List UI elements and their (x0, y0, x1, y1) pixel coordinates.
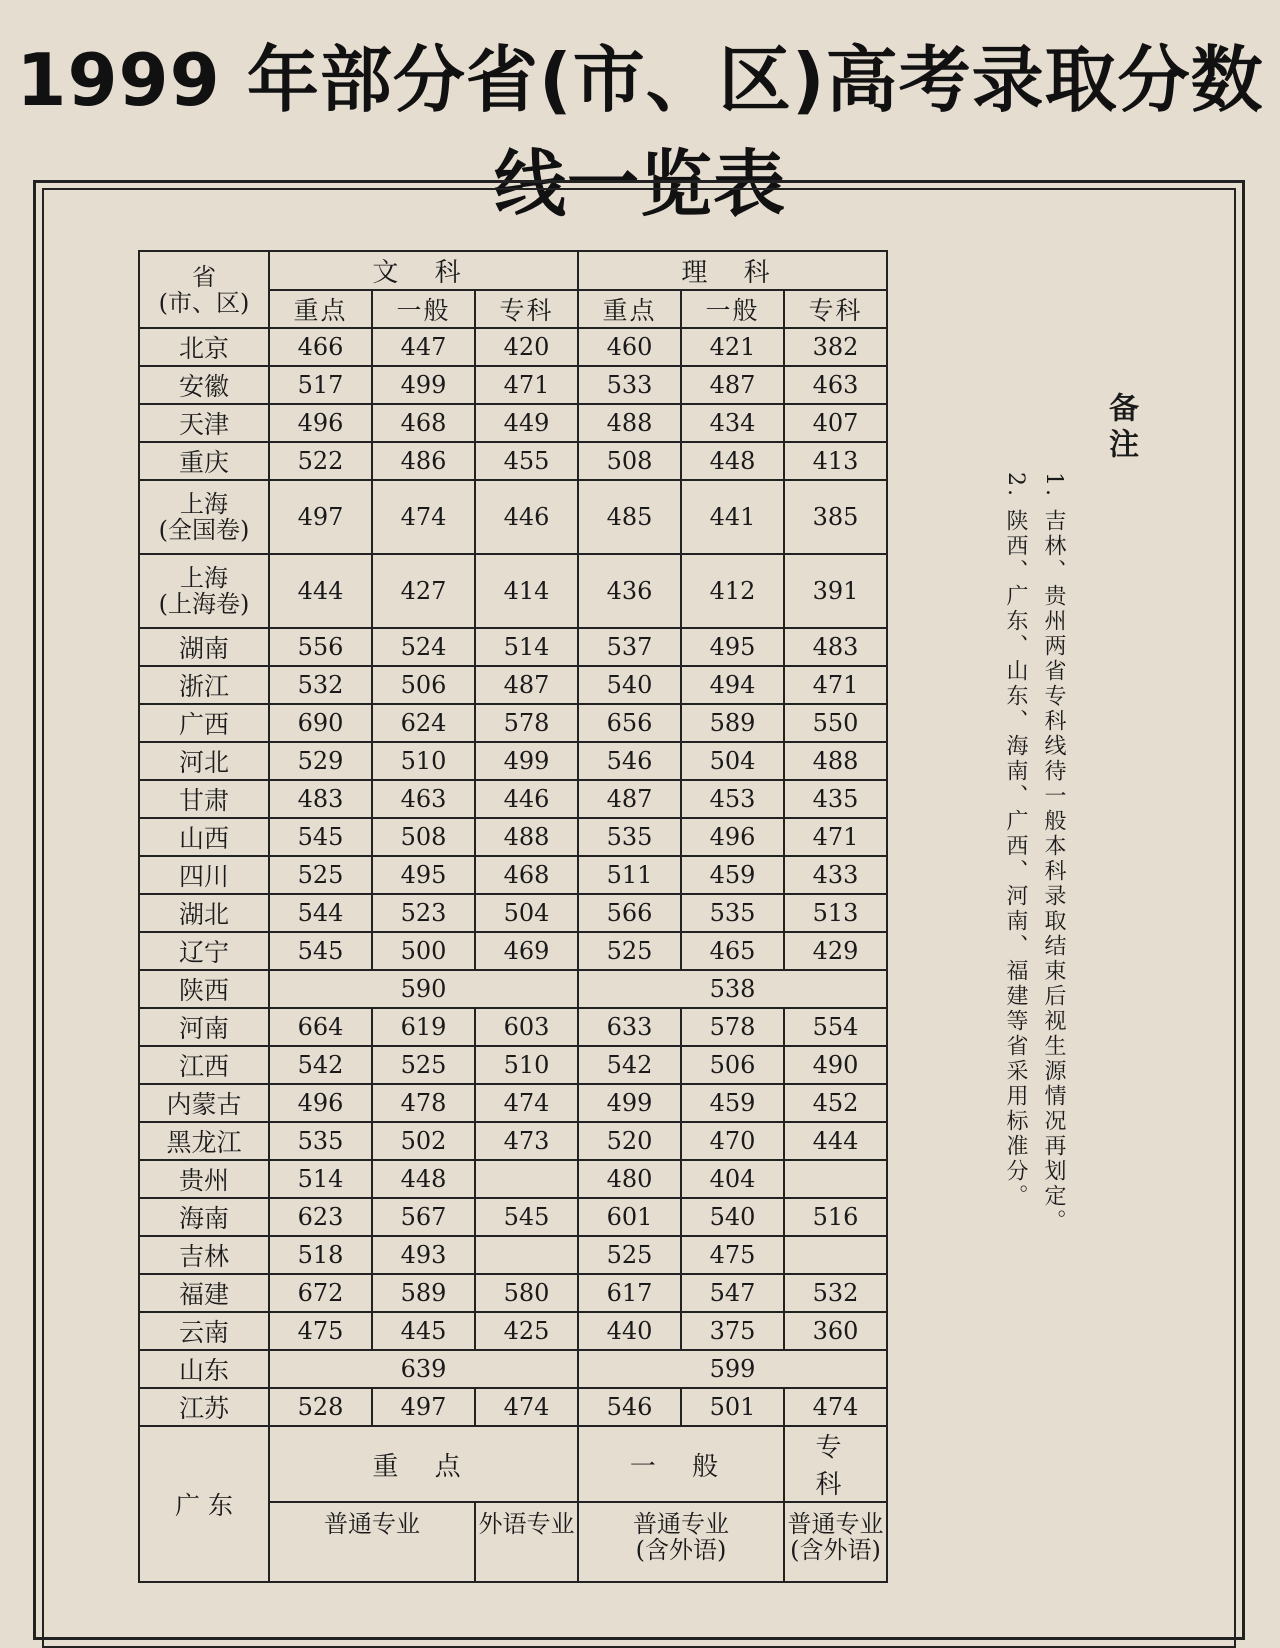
score-cell: 446 (475, 780, 578, 818)
province-name: 吉林 (139, 1236, 269, 1274)
score-cell: 554 (784, 1008, 887, 1046)
score-cell: 471 (784, 818, 887, 856)
subheader-cell: 重点 (269, 290, 372, 328)
score-cell: 459 (681, 1084, 784, 1122)
score-cell: 547 (681, 1274, 784, 1312)
table-row (139, 1312, 887, 1350)
score-cell: 473 (475, 1122, 578, 1160)
score-cell: 441 (681, 480, 784, 554)
score-cell: 445 (372, 1312, 475, 1350)
score-cell: 420 (475, 328, 578, 366)
guangdong-subheader: 普通专业 (含外语) (784, 1502, 887, 1582)
score-cell: 478 (372, 1084, 475, 1122)
score-cell: 440 (578, 1312, 681, 1350)
score-cell: 468 (475, 856, 578, 894)
score-cell: 427 (372, 554, 475, 628)
score-cell: 459 (681, 856, 784, 894)
province-name: 云南 (139, 1312, 269, 1350)
province-name: 贵州 (139, 1160, 269, 1198)
score-cell (784, 1160, 887, 1198)
score-cell: 360 (784, 1312, 887, 1350)
score-cell: 542 (269, 1046, 372, 1084)
score-cell: 496 (269, 404, 372, 442)
score-cell: 435 (784, 780, 887, 818)
score-cell: 404 (681, 1160, 784, 1198)
score-cell: 617 (578, 1274, 681, 1312)
score-cell: 516 (784, 1198, 887, 1236)
score-cell: 391 (784, 554, 887, 628)
table-row (139, 554, 887, 628)
guangdong-subheader: 普通专业 (269, 1502, 475, 1582)
province-name: 上海 (全国卷) (139, 480, 269, 554)
score-cell: 506 (681, 1046, 784, 1084)
table-row (139, 1350, 887, 1388)
score-cell: 566 (578, 894, 681, 932)
score-cell: 514 (269, 1160, 372, 1198)
score-cell: 487 (578, 780, 681, 818)
table-row (139, 1274, 887, 1312)
score-cell (475, 1160, 578, 1198)
score-cell: 475 (681, 1236, 784, 1274)
score-cell: 499 (578, 1084, 681, 1122)
guangdong-group: 一 般 (578, 1426, 784, 1502)
score-cell: 589 (681, 704, 784, 742)
score-cell: 494 (681, 666, 784, 704)
score-cell: 510 (372, 742, 475, 780)
score-cell: 535 (681, 894, 784, 932)
score-cell: 506 (372, 666, 475, 704)
score-cell: 496 (269, 1084, 372, 1122)
score-cell: 497 (269, 480, 372, 554)
note-item-1: 1. 吉林、贵州两省专科线待一般本科录取结束后视生源情况再划定。 (1041, 472, 1066, 1234)
score-cell: 546 (578, 1388, 681, 1426)
table-row (139, 366, 887, 404)
score-cell: 510 (475, 1046, 578, 1084)
score-cell: 421 (681, 328, 784, 366)
subheader-cell: 专科 (475, 290, 578, 328)
score-cell: 382 (784, 328, 887, 366)
score-cell: 578 (475, 704, 578, 742)
province-name: 北京 (139, 328, 269, 366)
province-name: 陕西 (139, 970, 269, 1008)
score-cell: 525 (578, 1236, 681, 1274)
score-cell: 487 (681, 366, 784, 404)
score-cell: 414 (475, 554, 578, 628)
score-cell: 546 (578, 742, 681, 780)
score-cell: 513 (784, 894, 887, 932)
province-name: 山东 (139, 1350, 269, 1388)
guangdong-group: 重 点 (269, 1426, 578, 1502)
province-name: 重庆 (139, 442, 269, 480)
score-cell: 465 (681, 932, 784, 970)
score-cell: 488 (475, 818, 578, 856)
score-cell: 504 (475, 894, 578, 932)
score-cell: 453 (681, 780, 784, 818)
score-cell: 544 (269, 894, 372, 932)
score-cell: 413 (784, 442, 887, 480)
score-cell: 475 (269, 1312, 372, 1350)
guangdong-subheader: 普通专业 (含外语) (578, 1502, 784, 1582)
province-name: 天津 (139, 404, 269, 442)
score-cell: 542 (578, 1046, 681, 1084)
table-row (139, 1122, 887, 1160)
subheader-cell: 专科 (784, 290, 887, 328)
score-cell: 533 (578, 366, 681, 404)
province-name: 河北 (139, 742, 269, 780)
subheader-cell: 重点 (578, 290, 681, 328)
score-cell: 545 (269, 818, 372, 856)
score-cell: 490 (784, 1046, 887, 1084)
province-name: 福建 (139, 1274, 269, 1312)
table-row (139, 780, 887, 818)
score-cell: 433 (784, 856, 887, 894)
score-cell: 488 (784, 742, 887, 780)
score-cell: 466 (269, 328, 372, 366)
province-name: 湖南 (139, 628, 269, 666)
score-table (138, 250, 888, 1583)
province-name: 河南 (139, 1008, 269, 1046)
score-cell: 499 (372, 366, 475, 404)
score-cell: 532 (269, 666, 372, 704)
score-cell: 468 (372, 404, 475, 442)
score-cell: 448 (681, 442, 784, 480)
score-cell: 525 (269, 856, 372, 894)
score-cell: 474 (475, 1084, 578, 1122)
subheader-cell: 一般 (372, 290, 475, 328)
table-row (139, 404, 887, 442)
score-cell: 493 (372, 1236, 475, 1274)
score-cell: 580 (475, 1274, 578, 1312)
score-cell (784, 1236, 887, 1274)
table-row (139, 1388, 887, 1426)
score-cell: 455 (475, 442, 578, 480)
province-name: 海南 (139, 1198, 269, 1236)
score-cell: 470 (681, 1122, 784, 1160)
table-row (139, 856, 887, 894)
score-cell: 540 (681, 1198, 784, 1236)
score-cell: 603 (475, 1008, 578, 1046)
table-row (139, 704, 887, 742)
score-cell: 375 (681, 1312, 784, 1350)
province-name: 内蒙古 (139, 1084, 269, 1122)
score-cell: 448 (372, 1160, 475, 1198)
table-row (139, 480, 887, 554)
score-cell: 500 (372, 932, 475, 970)
score-cell: 504 (681, 742, 784, 780)
score-cell: 486 (372, 442, 475, 480)
table-row (139, 1198, 887, 1236)
score-cell (475, 1236, 578, 1274)
score-cell: 578 (681, 1008, 784, 1046)
score-cell: 540 (578, 666, 681, 704)
score-cell: 656 (578, 704, 681, 742)
score-cell: 624 (372, 704, 475, 742)
score-cell: 487 (475, 666, 578, 704)
score-cell: 499 (475, 742, 578, 780)
score-cell: 501 (681, 1388, 784, 1426)
score-cell: 518 (269, 1236, 372, 1274)
score-cell: 444 (784, 1122, 887, 1160)
score-cell: 535 (578, 818, 681, 856)
score-cell: 545 (269, 932, 372, 970)
province-name: 江苏 (139, 1388, 269, 1426)
score-cell: 436 (578, 554, 681, 628)
score-cell: 463 (372, 780, 475, 818)
table-row (139, 932, 887, 970)
score-cell: 537 (578, 628, 681, 666)
province-name: 黑龙江 (139, 1122, 269, 1160)
table-row (139, 1236, 887, 1274)
score-cell: 623 (269, 1198, 372, 1236)
science-header: 理 科 (578, 251, 887, 290)
table-row (139, 442, 887, 480)
score-cell: 619 (372, 1008, 475, 1046)
score-cell: 471 (784, 666, 887, 704)
score-cell: 538 (578, 970, 887, 1008)
score-cell: 523 (372, 894, 475, 932)
score-cell: 664 (269, 1008, 372, 1046)
score-cell: 474 (784, 1388, 887, 1426)
score-cell: 495 (372, 856, 475, 894)
province-header: 省 (市、区) (139, 251, 269, 328)
score-cell: 483 (784, 628, 887, 666)
province-name: 上海 (上海卷) (139, 554, 269, 628)
score-cell: 480 (578, 1160, 681, 1198)
province-name: 辽宁 (139, 932, 269, 970)
score-cell: 471 (475, 366, 578, 404)
score-cell: 672 (269, 1274, 372, 1312)
score-cell: 517 (269, 366, 372, 404)
page-title: 1999 年部分省(市、区)高考录取分数线一览表 (16, 38, 1264, 226)
province-name: 广西 (139, 704, 269, 742)
score-cell: 485 (578, 480, 681, 554)
score-cell: 446 (475, 480, 578, 554)
score-cell: 452 (784, 1084, 887, 1122)
score-cell: 463 (784, 366, 887, 404)
score-cell: 529 (269, 742, 372, 780)
score-cell: 599 (578, 1350, 887, 1388)
score-cell: 556 (269, 628, 372, 666)
score-cell: 528 (269, 1388, 372, 1426)
score-cell: 524 (372, 628, 475, 666)
table-row (139, 1046, 887, 1084)
score-cell: 497 (372, 1388, 475, 1426)
score-cell: 483 (269, 780, 372, 818)
table-row (139, 1084, 887, 1122)
score-cell: 514 (475, 628, 578, 666)
header-row (139, 251, 887, 290)
score-cell: 525 (372, 1046, 475, 1084)
score-cell: 522 (269, 442, 372, 480)
guangdong-group: 专 科 (784, 1426, 887, 1502)
score-cell: 589 (372, 1274, 475, 1312)
table-row (139, 742, 887, 780)
table-row (139, 1008, 887, 1046)
score-cell: 425 (475, 1312, 578, 1350)
table-row (139, 1160, 887, 1198)
province-name: 四川 (139, 856, 269, 894)
score-cell: 488 (578, 404, 681, 442)
province-name: 江西 (139, 1046, 269, 1084)
table-row (139, 894, 887, 932)
table-row (139, 328, 887, 366)
score-cell: 429 (784, 932, 887, 970)
score-cell: 496 (681, 818, 784, 856)
note-item-2: 2. 陕西、广东、山东、海南、广西、河南、福建等省采用标准分。 (1003, 472, 1028, 1209)
score-cell: 508 (372, 818, 475, 856)
province-name: 广 东 (139, 1426, 269, 1582)
score-cell: 407 (784, 404, 887, 442)
subheader-cell: 一般 (681, 290, 784, 328)
guangdong-group-row (139, 1426, 887, 1502)
table-row (139, 818, 887, 856)
score-cell: 601 (578, 1198, 681, 1236)
score-cell: 508 (578, 442, 681, 480)
table-row (139, 666, 887, 704)
score-cell: 444 (269, 554, 372, 628)
score-cell: 449 (475, 404, 578, 442)
score-cell: 567 (372, 1198, 475, 1236)
score-cell: 495 (681, 628, 784, 666)
notes-title: 备注 (1103, 392, 1138, 464)
score-cell: 502 (372, 1122, 475, 1160)
score-cell: 511 (578, 856, 681, 894)
province-name: 甘肃 (139, 780, 269, 818)
score-cell: 385 (784, 480, 887, 554)
score-cell: 690 (269, 704, 372, 742)
guangdong-subheader: 外语专业 (475, 1502, 578, 1582)
score-cell: 474 (372, 480, 475, 554)
score-cell: 434 (681, 404, 784, 442)
score-cell: 520 (578, 1122, 681, 1160)
score-cell: 532 (784, 1274, 887, 1312)
score-cell: 447 (372, 328, 475, 366)
score-cell: 545 (475, 1198, 578, 1236)
score-cell: 639 (269, 1350, 578, 1388)
score-cell: 412 (681, 554, 784, 628)
score-cell: 474 (475, 1388, 578, 1426)
score-cell: 460 (578, 328, 681, 366)
score-cell: 535 (269, 1122, 372, 1160)
score-cell: 469 (475, 932, 578, 970)
table-row (139, 970, 887, 1008)
province-name: 山西 (139, 818, 269, 856)
province-name: 浙江 (139, 666, 269, 704)
score-cell: 633 (578, 1008, 681, 1046)
arts-header: 文 科 (269, 251, 578, 290)
score-cell: 550 (784, 704, 887, 742)
table-row (139, 628, 887, 666)
score-cell: 525 (578, 932, 681, 970)
province-name: 湖北 (139, 894, 269, 932)
score-cell: 590 (269, 970, 578, 1008)
province-name: 安徽 (139, 366, 269, 404)
